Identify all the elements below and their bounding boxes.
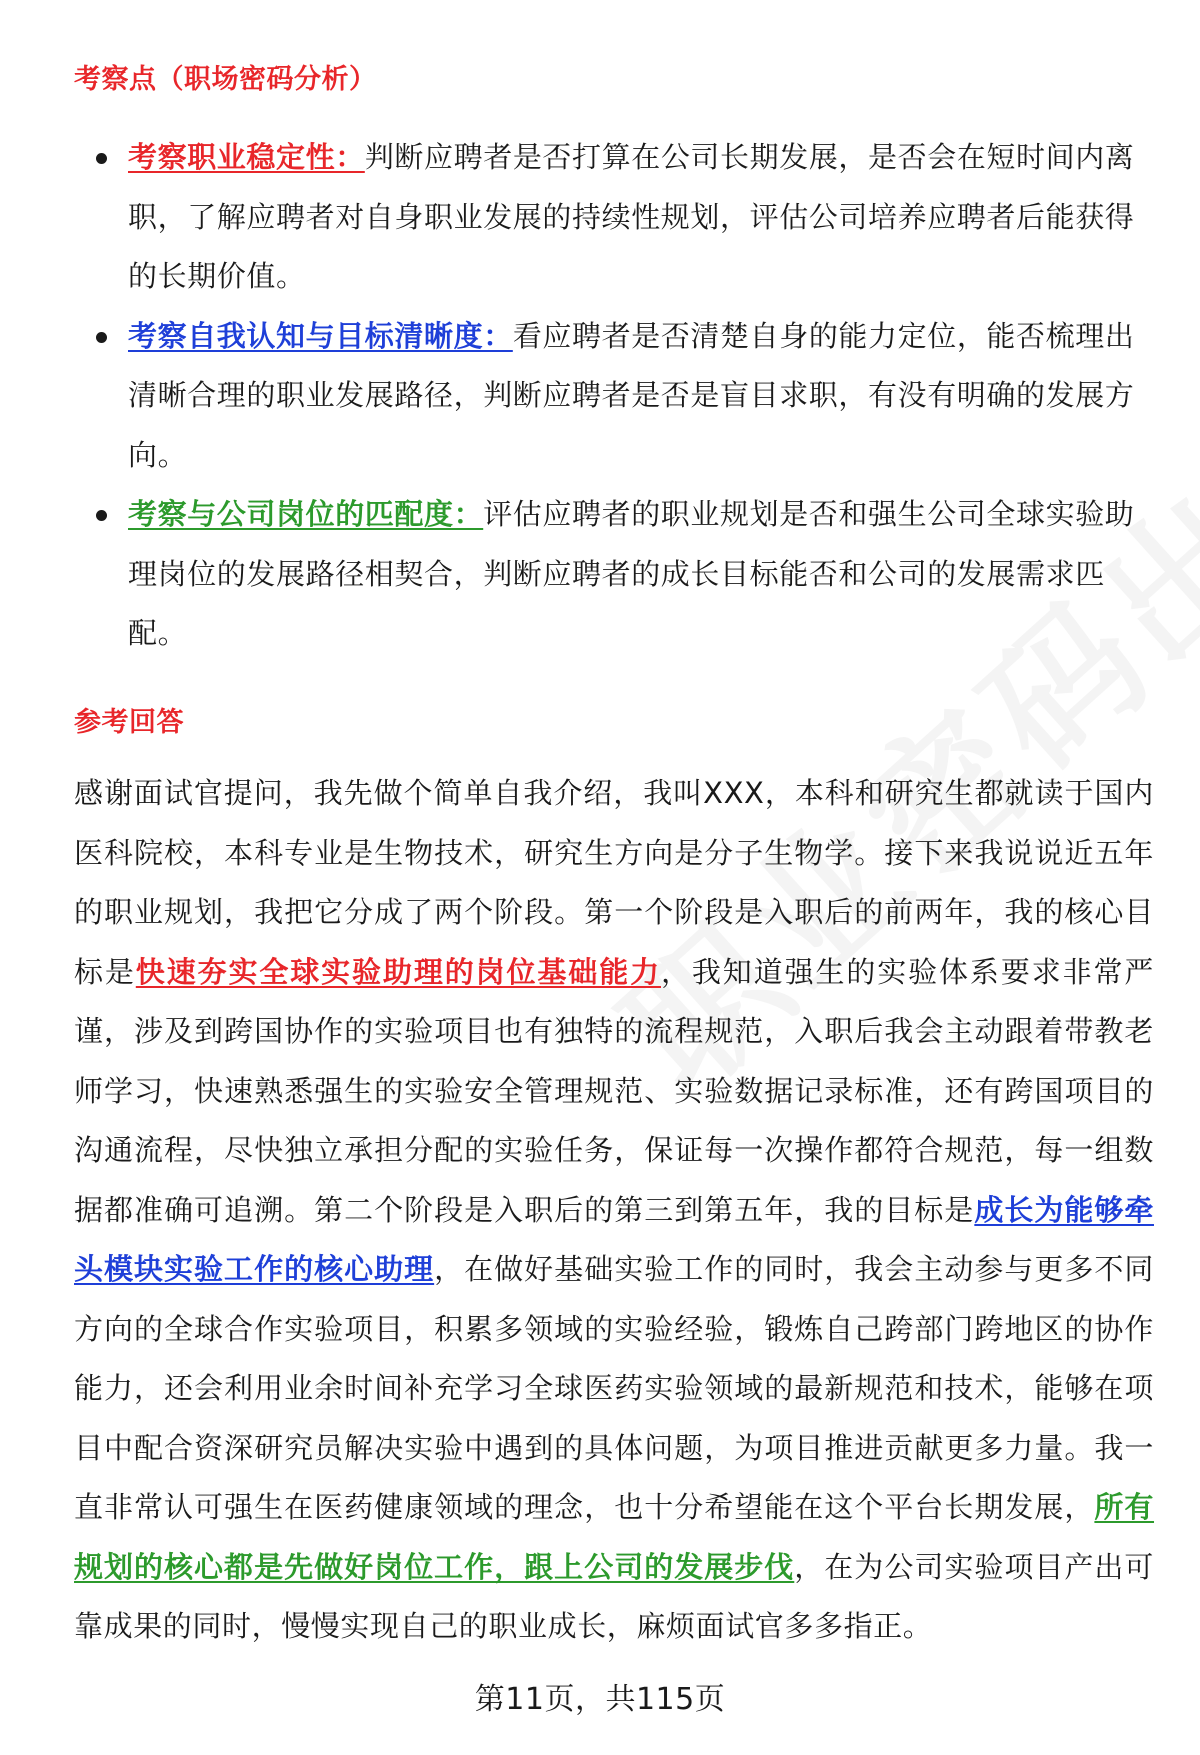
bullet-text: 看应聘者是否清楚自身的能力定位，能否梳理出清晰合理的职业发展路径，判断应聘者是否是盲目求职，有没有明确的发展方向。 <box>128 318 1135 472</box>
list-item <box>96 307 1146 486</box>
bullet-text: 判断应聘者是否打算在公司长期发展，是否会在短时间内离职，了解应聘者对自身职业发展的持续性规划，评估公司培养应聘者后能获得的长期价值。 <box>128 140 1135 293</box>
bullet-dot-icon <box>96 153 107 164</box>
answer-highlight: 所有规划的核心都是先做好岗位工作，跟上公司的发展步伐 <box>74 1490 1155 1584</box>
section-heading-reference-answer: 参考回答 <box>74 707 184 738</box>
answer-highlight: 快速夯实全球实验助理的岗位基础能力 <box>135 954 661 989</box>
bullet-lead: 考察职业稳定性： <box>128 140 365 174</box>
bullet-lead: 考察与公司岗位的匹配度： <box>128 497 484 531</box>
answer-highlight: 成长为能够牵头模块实验工作的核心助理 <box>74 1192 1154 1286</box>
bullet-dot-icon <box>96 332 107 343</box>
answer-text: ，在做好基础实验工作的同时，我会主动参与更多不同方向的全球合作实验项目，积累多领域的实验经验，锻炼自己跨部门跨地区的协作能力，还会利用业余时间补充学习全球医药实验领域的最新规范和技术，能够在项目中配合资深研究员解决实验中遇到的具体问题，为项目推进贡献更多力量。我一直非常认可强生在医药健康领域的理念，也十分希望能在这个平台长期发展， <box>74 1252 1154 1524</box>
answer-text: 感谢面试官提问，我先做个简单自我介绍，我叫XXX，本科和研究生都就读于国内医科院校，本科专业是生物技术，研究生方向是分子生物学。接下来我说说近五年的职业规划，我把它分成了两个阶段。第一个阶段是入职后的前两年，我的核心目标是 <box>74 776 1154 989</box>
bullet-lead: 考察自我认知与目标清晰度： <box>128 318 513 353</box>
bullet-dot-icon <box>96 510 107 521</box>
key-points-list <box>96 128 1146 664</box>
list-item <box>96 128 1146 307</box>
answer-text: ，我知道强生的实验体系要求非常严谨，涉及到跨国协作的实验项目也有独特的流程规范，入职后我会主动跟着带教老师学习，快速熟悉强生的实验安全管理规范、实验数据记录标准，还有跨国项目的沟通流程，尽快独立承担分配的实验任务，保证每一次操作都符合规范，每一组数据都准确可追溯。第二个阶段是入职后的第三到第五年，我的目标是 <box>74 954 1155 1227</box>
bullet-text: 评估应聘者的职业规划是否和强生公司全球实验助理岗位的发展路径相契合，判断应聘者的成长目标能否和公司的发展需求匹配。 <box>128 497 1135 650</box>
page-number: 第11页，共115页 <box>474 1682 726 1717</box>
section-heading-key-points: 考察点（职场密码分析） <box>74 64 377 95</box>
list-item <box>96 485 1146 664</box>
answer-text: ，在为公司实验项目产出可靠成果的同时，慢慢实现自己的职业成长，麻烦面试官多多指正。 <box>74 1549 1155 1643</box>
reference-answer-paragraph <box>74 764 1154 1657</box>
